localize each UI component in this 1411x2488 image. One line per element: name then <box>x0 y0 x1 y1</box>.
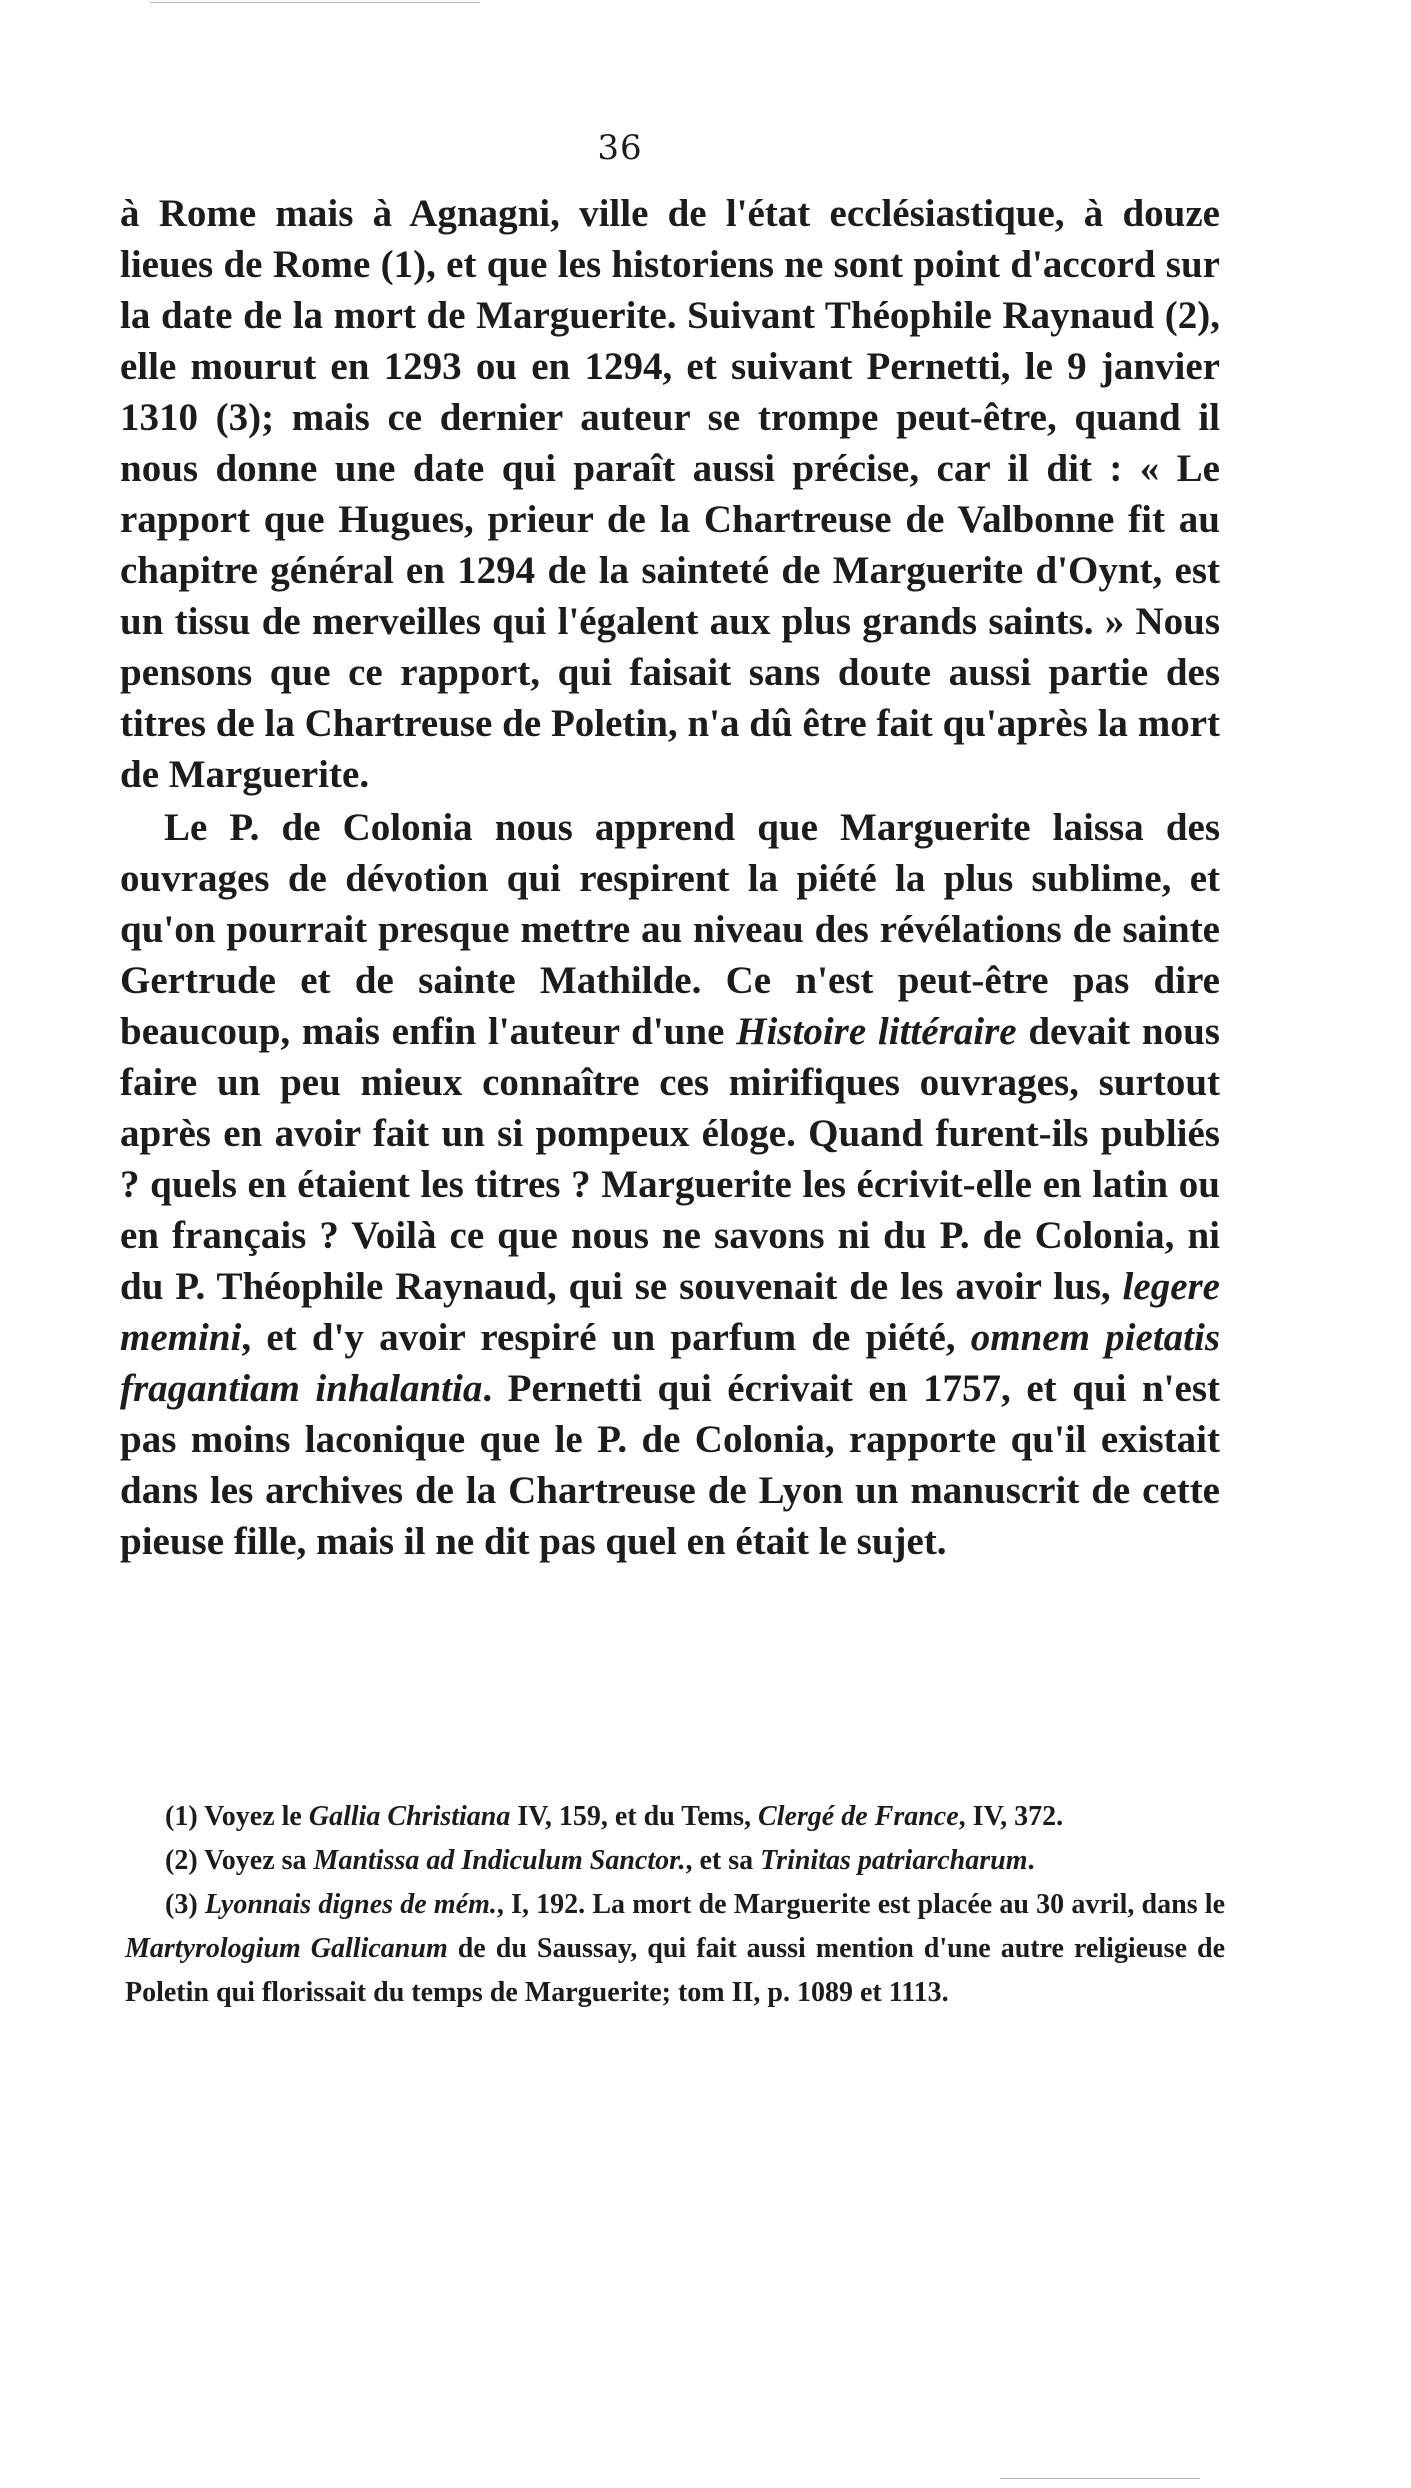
text-run: IV, 159, et du Tems, <box>510 1801 759 1832</box>
italic-text: Trinitas patriarcharum <box>760 1845 1028 1876</box>
footnote-2 <box>125 1839 1225 1883</box>
paragraph-2 <box>120 802 1220 1567</box>
italic-text: Gallia Christiana <box>308 1801 511 1832</box>
footnotes <box>125 1795 1225 2015</box>
body-text <box>120 188 1220 1567</box>
italic-text: omnem pietatis fragantiam inhalantia <box>120 1316 1220 1410</box>
italic-text: Histoire littéraire <box>736 1010 1017 1053</box>
scan-top-rule <box>150 2 480 3</box>
italic-text: Clergé de France <box>758 1801 959 1832</box>
text-run: à Rome mais à Agnagni, ville de l'état ecclésiastique, à douze lieues de Rome (1), et que les historiens ne sont point d'accord sur la date de la mort de Marguerite. Suivant Théophile Raynaud (2), elle mourut en 1293 ou en 1294, et suivant Pernetti, le 9 janvier 1310 (3); mais ce dernier auteur se trompe peut-être, quand il nous donne une date qui paraît aussi précise, car il dit : « Le rapport que Hugues, prieur de la Chartreuse de Valbonne fit au chapitre général en 1294 de la sainteté de Marguerite d'Oynt, est un tissu de merveilles qui l'égalent aux plus grands saints. » Nous pensons que ce rapport, qui faisait sans doute aussi partie des titres de la Chartreuse de Poletin, n'a dû être fait qu'après la mort de Marguerite. <box>120 192 1220 796</box>
text-run: de du Saussay, qui fait aussi mention d'une autre religieuse de Poletin qui florissait du temps de Marguerite; tom II, p. 1089 et 1113. <box>125 1933 1226 2008</box>
text-run: (2) Voyez sa <box>165 1845 314 1876</box>
text-run: , et sa <box>685 1845 761 1876</box>
italic-text: Martyrologium Gallicanum <box>125 1933 448 1964</box>
paragraph-1 <box>120 188 1220 800</box>
text-run: , et d'y avoir respiré un parfum de piété, <box>241 1316 971 1359</box>
text-run: . Pernetti qui écrivait en 1757, et qui n'est pas moins laconique que le P. de Colonia, rapporte qu'il existait dans les archives de la Chartreuse de Lyon un manuscrit de cette pieuse fille, mais il ne dit pas quel en était le sujet. <box>120 1367 1220 1563</box>
text-run: , I, 192. La mort de Marguerite est placée au 30 avril, dans le <box>496 1889 1225 1920</box>
italic-text: Lyonnais dignes de mém. <box>204 1889 497 1920</box>
text-run: , IV, 372. <box>958 1801 1064 1832</box>
italic-text: Mantissa ad Indiculum Sanctor. <box>313 1845 686 1876</box>
text-run: devait nous faire un peu mieux connaître ces mirifiques ouvrages, surtout après en avoir fait un si pompeux éloge. Quand furent-ils publiés ? quels en étaient les titres ? Marguerite les écrivit-elle en latin ou en français ? Voilà ce que nous ne savons ni du P. de Colonia, ni du P. Théophile Raynaud, qui se souvenait de les avoir lus, <box>120 1010 1220 1308</box>
page-number: 36 <box>597 128 643 168</box>
footnote-3 <box>125 1883 1225 2015</box>
italic-text: legere memini <box>120 1265 1220 1359</box>
text-run: (1) Voyez le <box>165 1801 309 1832</box>
text-run: (3) <box>165 1889 205 1920</box>
scan-bottom-rule <box>1000 2478 1200 2479</box>
text-run: Le P. de Colonia nous apprend que Marguerite laissa des ouvrages de dévotion qui respirent la piété la plus sublime, et qu'on pourrait presque mettre au niveau des révélations de sainte Gertrude et de sainte Mathilde. Ce n'est peut-être pas dire beaucoup, mais enfin l'auteur d'une <box>120 806 1220 1053</box>
footnote-1 <box>125 1795 1225 1839</box>
text-run: . <box>1027 1845 1035 1876</box>
